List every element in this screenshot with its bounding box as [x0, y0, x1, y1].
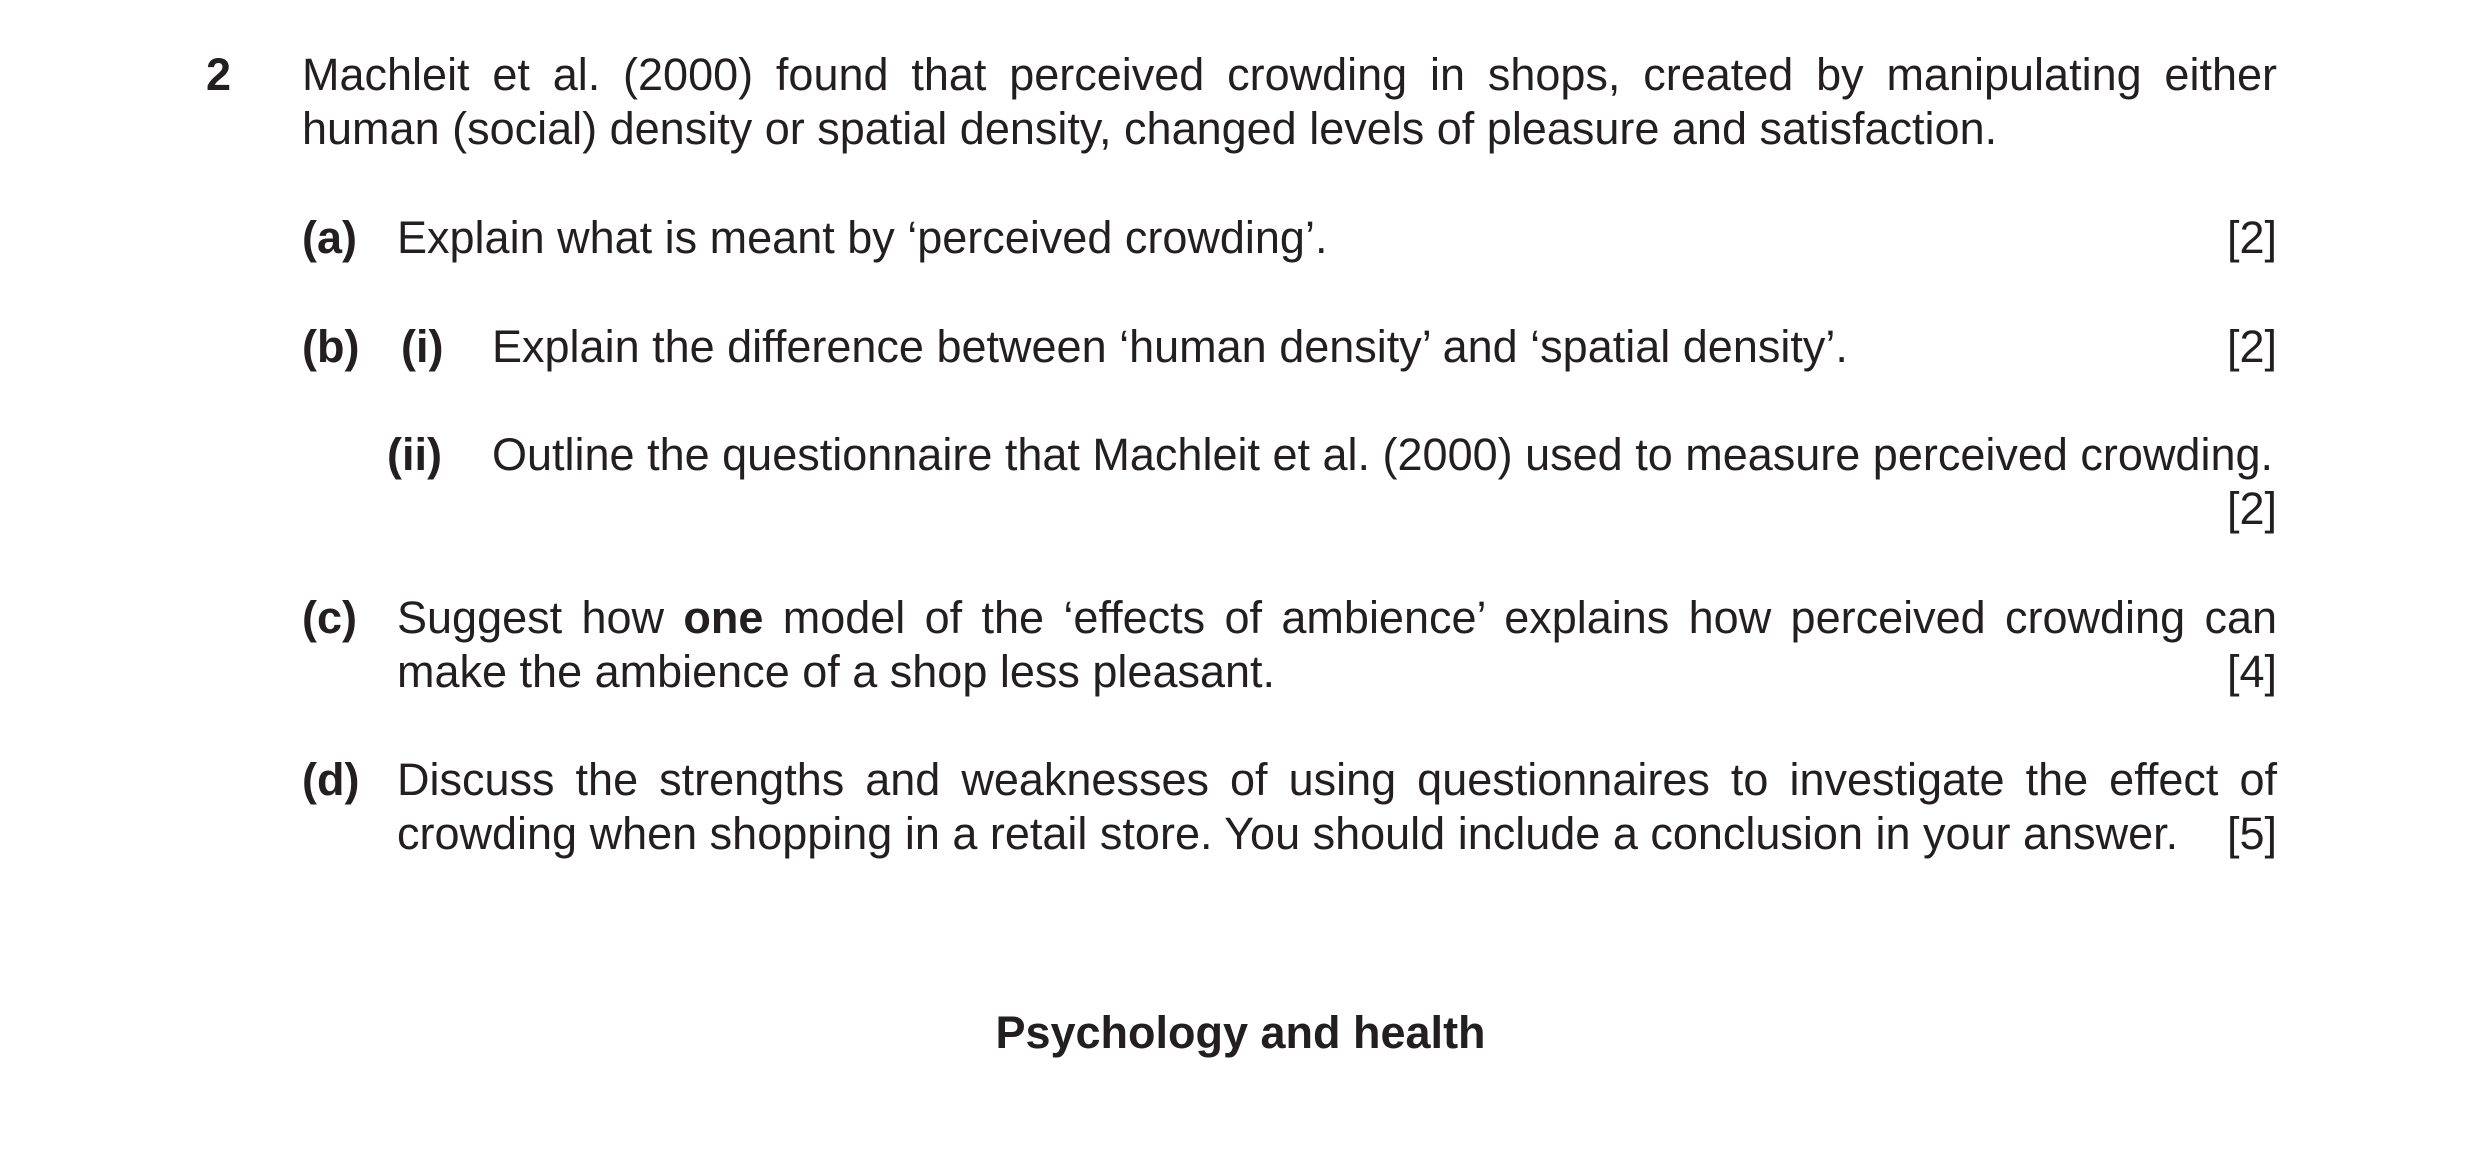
part-d-label: (d)	[302, 754, 360, 805]
part-a-label: (a)	[302, 212, 357, 263]
part-c-marks: [4]	[2226, 646, 2277, 697]
part-d-marks: [5]	[2226, 808, 2277, 859]
part-c-emphasis: one	[683, 592, 764, 643]
part-c-label: (c)	[302, 592, 357, 643]
part-b-ii-text: Outline the questionnaire that Machleit et al. (2000) used to measure perceived crowding.	[492, 429, 2274, 480]
part-b-label: (b)	[302, 321, 360, 372]
question-stem: Machleit et al. (2000) found that perceived crowding in shops, created by manipulating either human (social) density or spatial density, changed levels of pleasure and satisfaction.	[302, 49, 2277, 154]
part-a-marks: [2]	[2226, 212, 2277, 263]
part-b-i-text: Explain the difference between ‘human density’ and ‘spatial density’.	[492, 321, 1848, 372]
part-c-text-after: model of the ‘effects of ambience’ explains how perceived crowding can make the ambience of a shop less pleasant.	[397, 592, 2277, 697]
part-c-text-before: Suggest how	[397, 592, 684, 643]
section-title: Psychology and health	[995, 1007, 1486, 1058]
part-b-ii-marks: [2]	[2226, 483, 2277, 534]
part-a-text: Explain what is meant by ‘perceived crowding’.	[397, 212, 1328, 263]
part-b-ii-label: (ii)	[387, 429, 442, 480]
question-number: 2	[206, 49, 232, 100]
part-d-text: Discuss the strengths and weaknesses of using questionnaires to investigate the effect of crowding when shopping in a retail store. You should include a conclusion in your answer.	[397, 754, 2277, 859]
part-b-i-label: (i)	[401, 321, 444, 372]
part-b-i-marks: [2]	[2226, 321, 2277, 372]
part-c-text	[397, 591, 2277, 699]
